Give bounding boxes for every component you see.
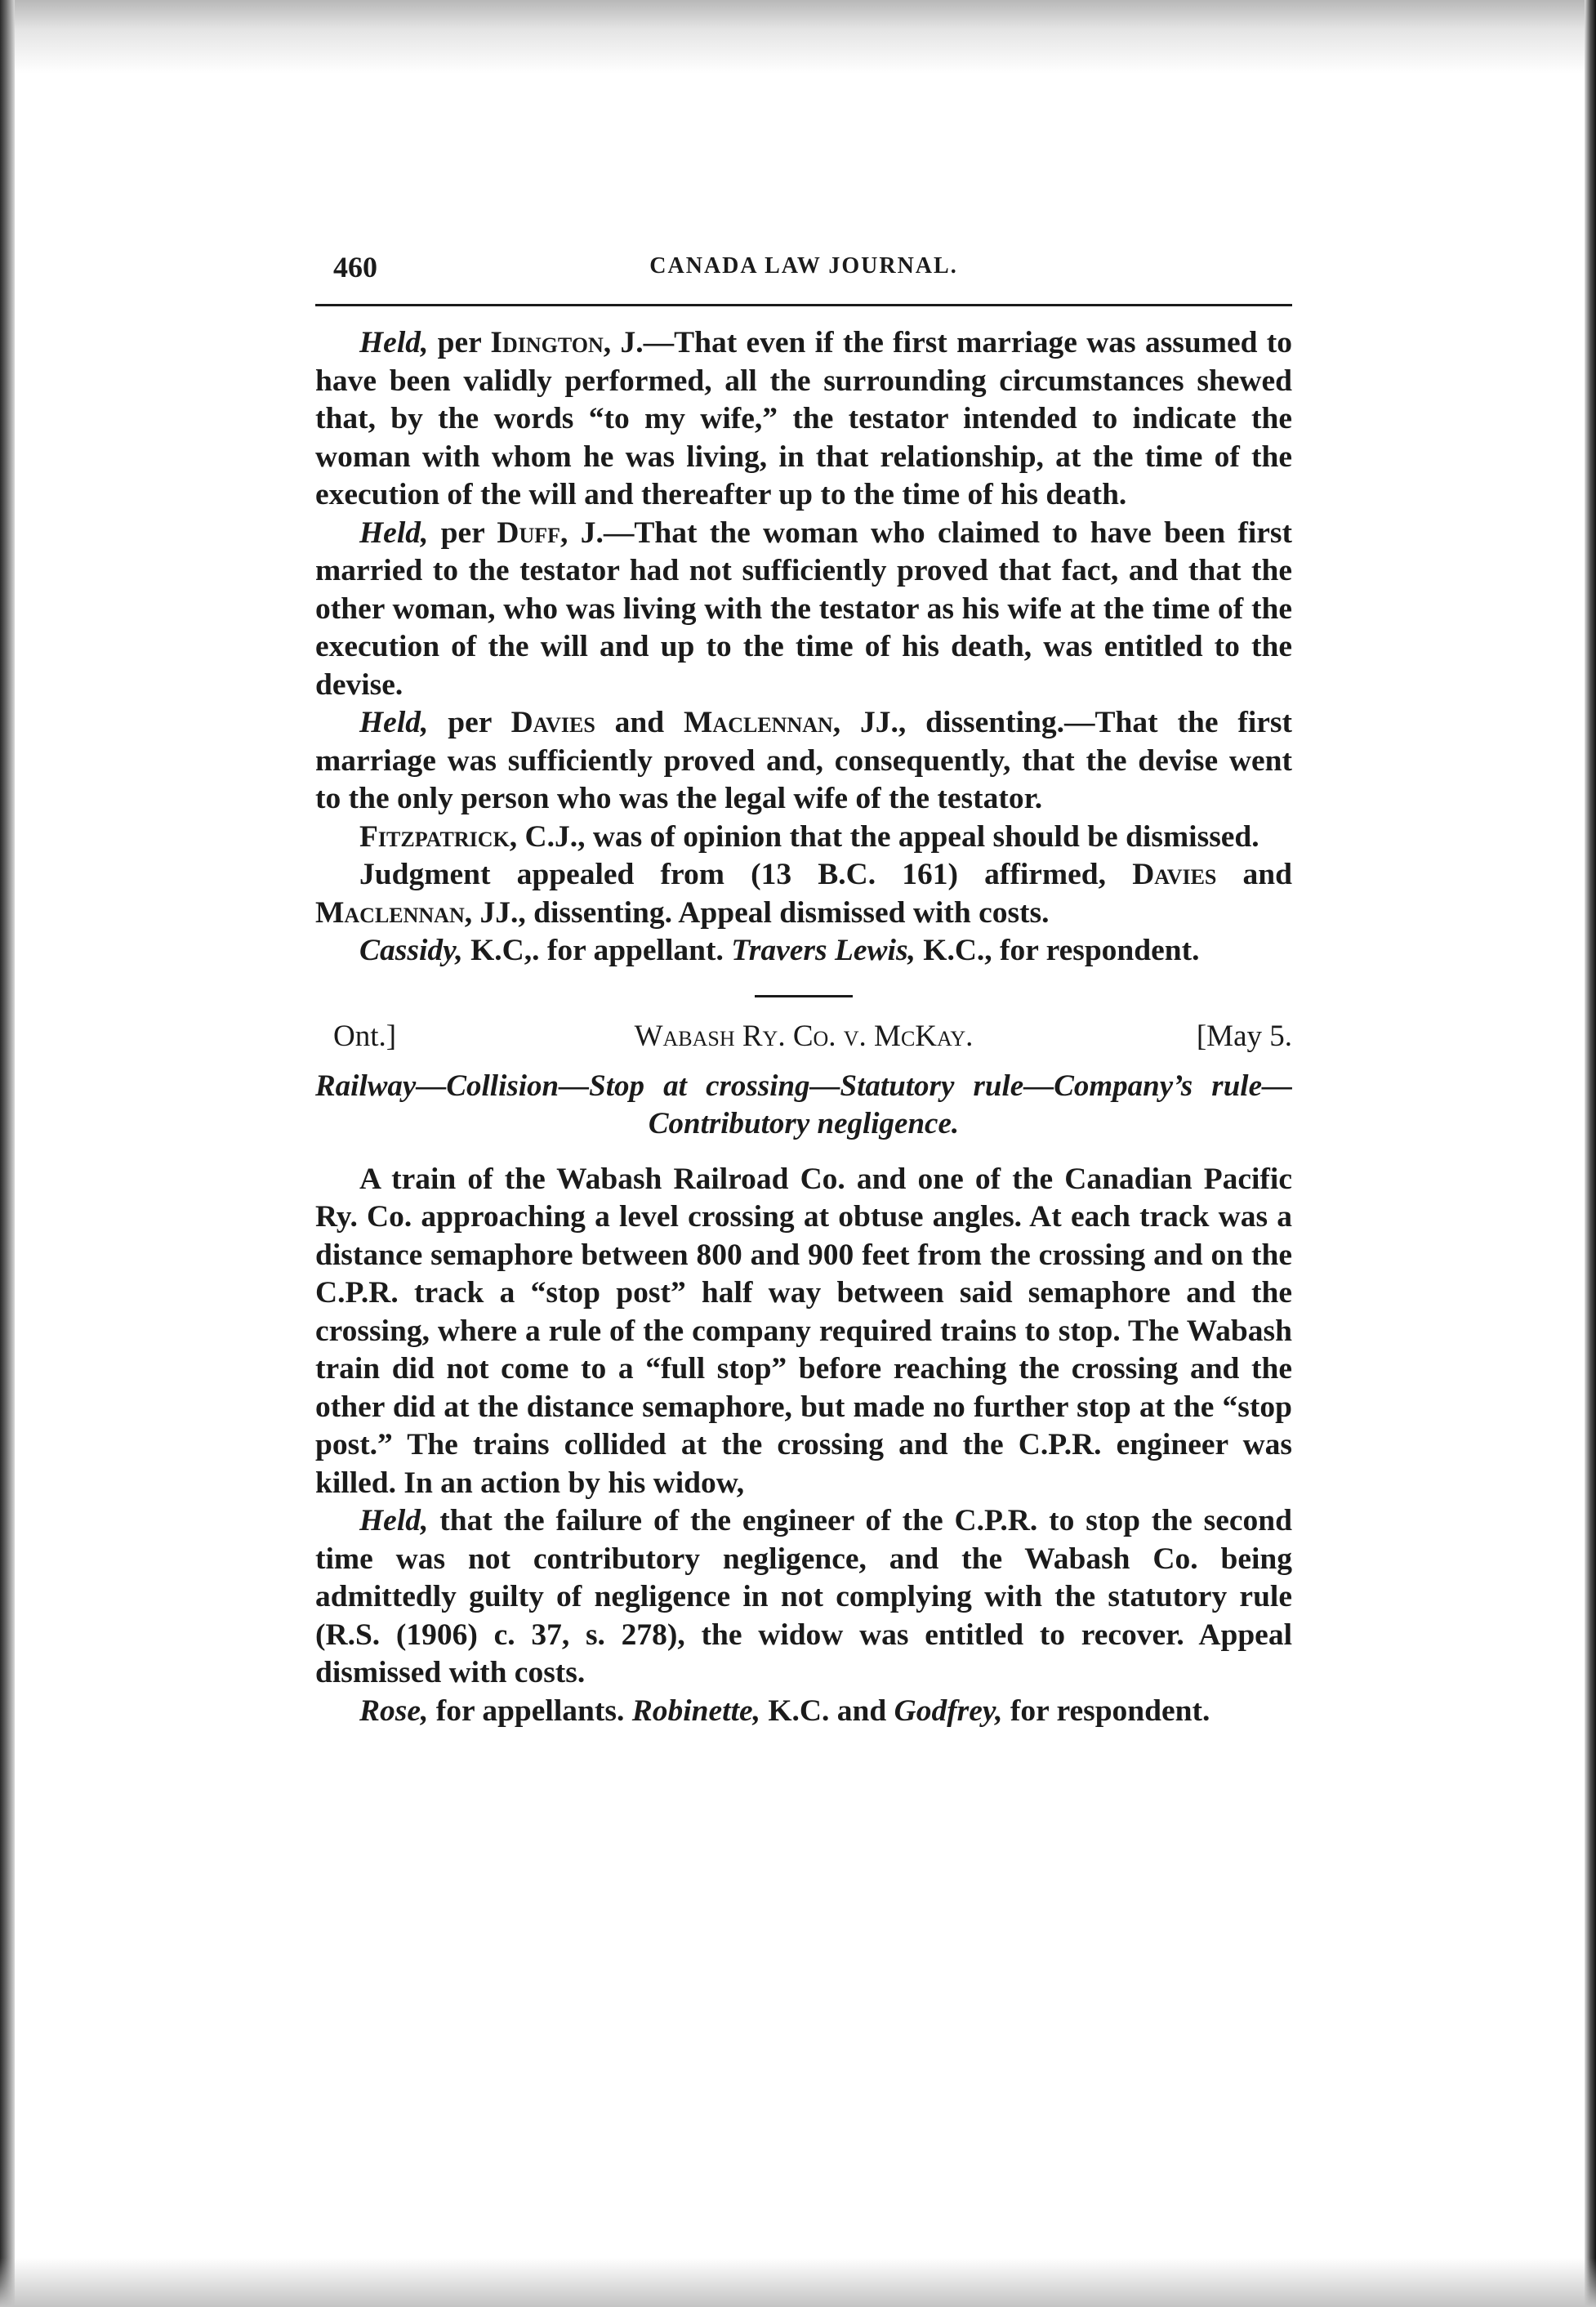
case1-held-duff: Held, per Duff, J.—That the woman who claimed to have been first married to the testator had not sufficiently proved that fact, and that the other woman, who was living with the testator as his wife at the time of the execution of the will and up to the time of his death, was entitled to the devise. (315, 515, 1293, 702)
case2-facts: A train of the Wabash Railroad Co. and one of the Canadian Pacific Ry. Co. approaching a level crossing at obtuse angles. At each track was a distance semaphore between 800 and 900 feet from the crossing and on the C.P.R. track a “stop post” half way between said semaphore and the crossing, where a rule of the company required trains to stop. The Wabash train did not come to a “full stop” before reaching the crossing and the other did at the distance semaphore, but made no further stop at the “stop post.” The trains collided at the crossing and the C.P.R. engineer was killed. In an action by his widow, (315, 1162, 1292, 1500)
page-number: 460 (333, 251, 377, 283)
case2-counsel: Rose, for appellants. Robinette, K.C. and Godfrey, for respondent. (359, 1693, 1210, 1728)
scan-edge-bottom (0, 2258, 1596, 2307)
page-header (315, 245, 1292, 294)
case2-headnote: Railway—Collision—Stop at crossing—Statutory rule—Company’s rule—Contributory negligence. (315, 1069, 1292, 1140)
running-head: CANADA LAW JOURNAL. (649, 253, 958, 279)
case1-judgment: Judgment appealed from (13 B.C. 161) affirmed, Davies and Maclennan, JJ., dissenting. Appeal dismissed with costs. (315, 858, 1293, 930)
case2-caption (315, 1019, 1292, 1060)
case2-title: Wabash Ry. Co. v. McKay. (634, 1019, 974, 1053)
scan-edge-right (1585, 0, 1596, 2307)
section-divider (755, 995, 853, 997)
case2-held: Held, that the failure of the engineer of the C.P.R. to stop the second time was not contributory negligence, and the Wabash Co. being admittedly guilty of negligence in not complying with the statutory rule (R.S. (1906) c. 37, s. 278), the widow was entitled to recover. Appeal dismissed with costs. (315, 1504, 1292, 1689)
case1-fitzpatrick-opinion: Fitzpatrick, C.J., was of opinion that the appeal should be dismissed. (359, 819, 1259, 854)
case1-held-idington: Held, per Idington, J.—That even if the first marriage was assumed to have been validly performed, all the surrounding circumstances shewed that, by the words “to my wife,” the testator intended to indicate the woman with whom he was living, in that relationship, at the time of the execution of the will and thereafter up to the time of his death. (315, 326, 1293, 511)
scan-edge-top (0, 0, 1596, 74)
scan-edge-left (0, 0, 15, 2307)
case1-held-davies-maclennan: Held, per Davies and Maclennan, JJ., dissenting.—That the first marriage was sufficiently proved and, consequently, that the devise went to the only person who was the legal wife of the testator. (315, 706, 1293, 815)
case1-counsel: Cassidy, K.C,. for appellant. Travers Lewis, K.C., for respondent. (359, 934, 1200, 967)
case2-court: Ont.] (333, 1019, 397, 1053)
journal-page (315, 245, 1292, 1730)
case2-date: [May 5. (1196, 1019, 1292, 1053)
header-rule (315, 304, 1292, 306)
